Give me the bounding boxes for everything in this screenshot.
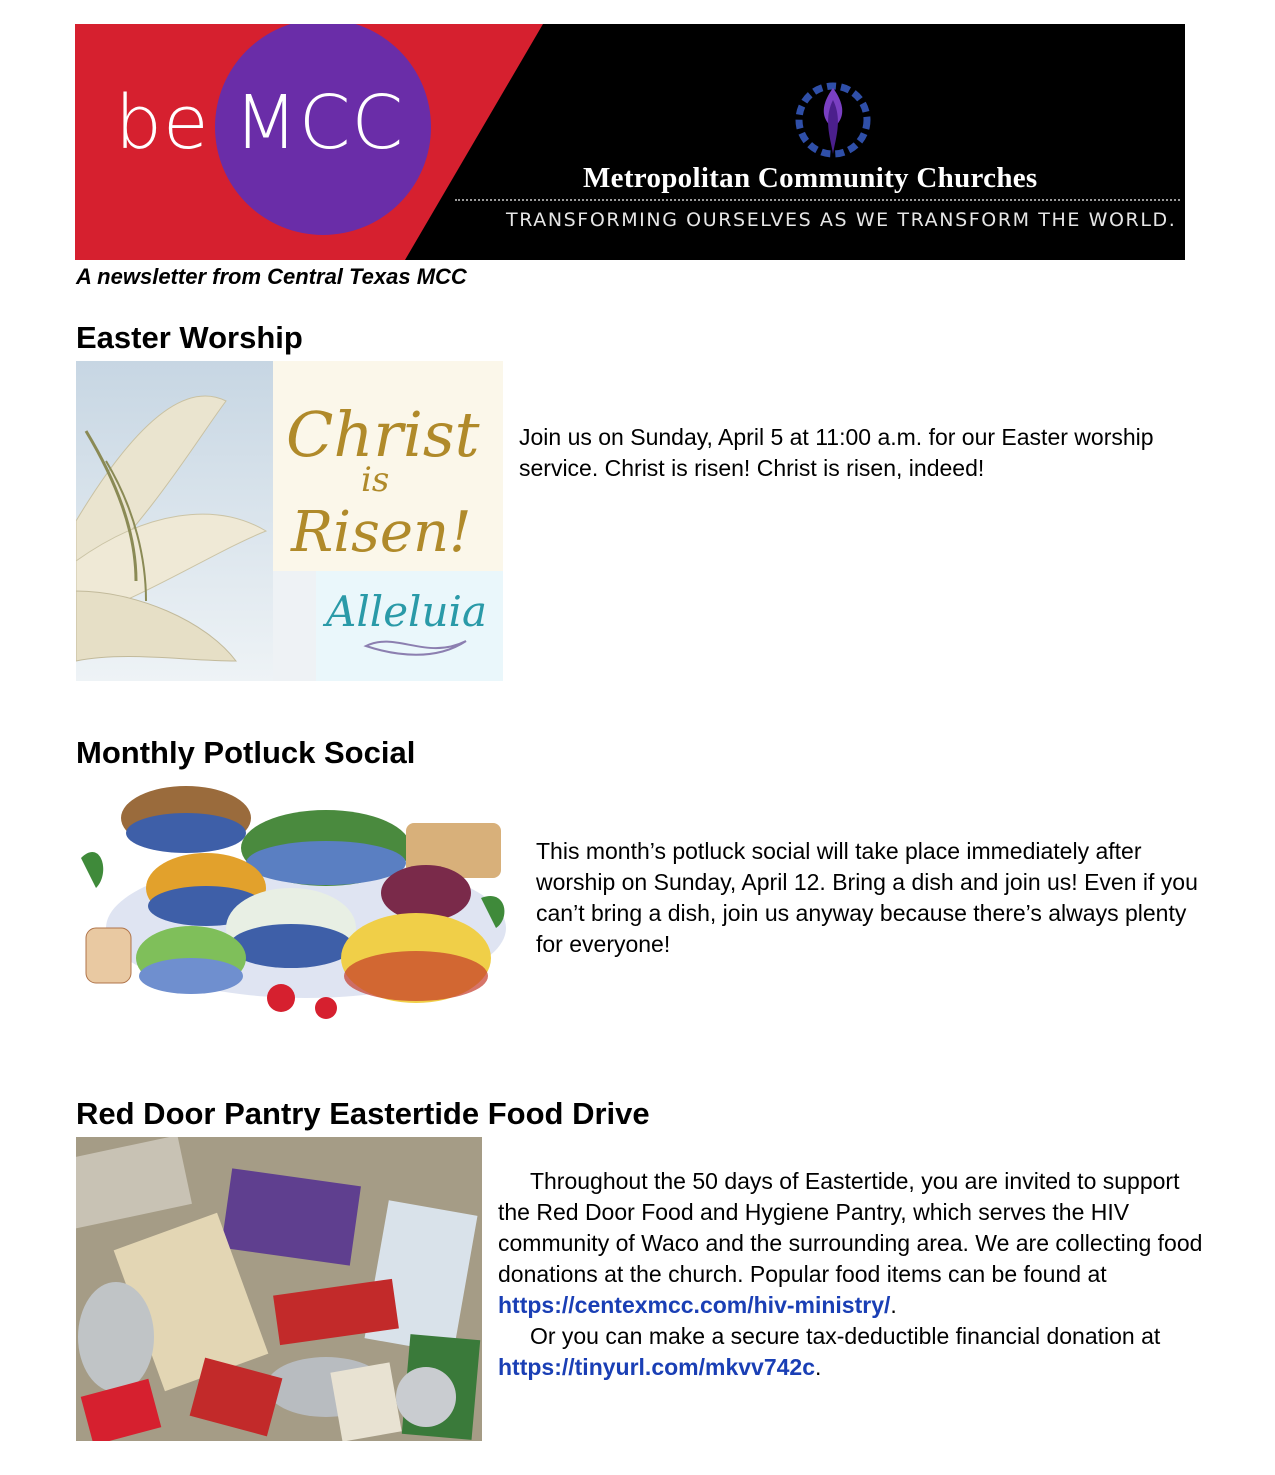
section-heading-easter-worship: Easter Worship	[76, 320, 303, 355]
hiv-ministry-link[interactable]: https://centexmcc.com/hiv-ministry/	[498, 1292, 891, 1318]
banner-tagline: TRANSFORMING OURSELVES AS WE TRANSFORM THE WORLD.	[506, 209, 1177, 231]
food-drive-paragraph-1: Throughout the 50 days of Eastertide, you are invited to support the Red Door Food and Hygiene Pantry, which serves the HIV community of Waco and the surrounding area. We are collecting food donations at the church. Popular food items can be found at https://centexmcc.com/hiv-ministry/.	[498, 1168, 1203, 1318]
alleluia-lettering: Alleluia	[326, 587, 488, 636]
org-name: Metropolitan Community Churches	[583, 162, 1038, 194]
newsletter-subtitle: A newsletter from Central Texas MCC	[76, 264, 467, 289]
christ-lettering: Christ	[286, 398, 480, 471]
risen-lettering: Risen!	[291, 500, 472, 565]
food-drive-image	[76, 1137, 482, 1441]
easter-image	[76, 361, 503, 681]
food-drive-text	[498, 1166, 1203, 1383]
potluck-image	[76, 778, 518, 1028]
section-heading-potluck: Monthly Potluck Social	[76, 735, 416, 770]
donation-link[interactable]: https://tinyurl.com/mkvv742c	[498, 1354, 815, 1380]
header-banner	[75, 24, 1185, 260]
bemcc-logo-text: be MCC	[115, 80, 405, 166]
section-heading-food-drive: Red Door Pantry Eastertide Food Drive	[76, 1096, 650, 1131]
banner-divider	[455, 199, 1180, 201]
is-lettering: is	[361, 460, 390, 500]
potluck-text: This month’s potluck social will take place immediately after worship on Sunday, April 12. Bring a dish and join us! Even if you can’t bring a dish, join us anyway because there’s always plenty for everyone!	[536, 838, 1198, 957]
food-drive-paragraph-2: Or you can make a secure tax-deductible financial donation at https://tinyurl.com/mkvv742c.	[498, 1323, 1161, 1380]
mcc-flame-logo-icon	[795, 80, 871, 160]
easter-worship-text: Join us on Sunday, April 5 at 11:00 a.m. for our Easter worship service. Christ is risen! Christ is risen, indeed!	[519, 424, 1154, 481]
